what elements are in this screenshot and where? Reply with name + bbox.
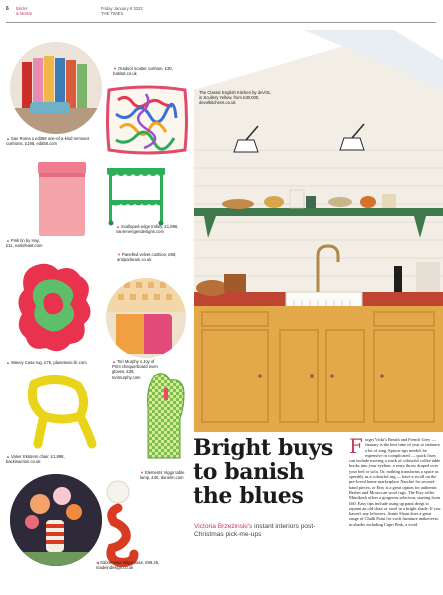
- caption-triangle-icon: ▲: [6, 238, 10, 243]
- stripe-vase-image: [10, 474, 102, 566]
- headline-line-1: Bright buys: [193, 435, 333, 461]
- body-text: orget Vicki's Breath and French Grey — January is the best time of year to embrace a lot of zing. Spruce-ups needn't be expensive or complicated — quick fixes can include moving a stack of colourful coffee table books into your eyeline; a zesty throw draped over your bed or sofa. Or, nothing transforms a space as speedily as a colourful rug — have a scroll on the pre-loved home marketplace Narchie for second-hand pieces, or Etsy is a great option for authentic Berber and Moroccan wool rugs. The Etsy seller Mimikesh offers a gorgeous selection, starting from £60. Easy tips include using up paint dregs to repaint an old chair or stool in a bright shade. If you haven't any leftovers, Annie Sloan does a great range of Chalk Paint for swift furniture makeovers, in shades including Capri Pink, a vivid: [349, 437, 441, 527]
- page-number: 6: [6, 6, 9, 12]
- trolley-image: [103, 160, 169, 226]
- caption-trolley: [116, 224, 190, 234]
- article-standfirst: [194, 523, 344, 540]
- ekstrem-chair-image: [14, 370, 106, 450]
- caption-text: Elements Viggo table lamp, £40, dunelm.com: [140, 470, 185, 481]
- caption-triangle-icon: ▼: [113, 66, 117, 71]
- standfirst-text: instant interiors post-Christmas pick-me-ups: [194, 523, 316, 539]
- sae-roma-cushions-image: [10, 42, 102, 134]
- caption-sae-roma: [6, 136, 102, 146]
- section-line-1: Bricks: [16, 6, 28, 11]
- caption-chair: [6, 454, 90, 464]
- article-body: [349, 434, 441, 527]
- byline: Victoria Brzezinski's: [194, 523, 253, 530]
- section-label: [16, 6, 32, 16]
- caption-triangle-icon: ▲: [112, 359, 116, 364]
- caption-text: Varier Ekstrem chair, £1,898, backinaction.co.uk: [6, 454, 65, 465]
- caption-wavey-rug: [6, 360, 106, 365]
- outdoor-cushion-image: [106, 84, 188, 156]
- caption-kitchen: [199, 90, 271, 106]
- caption-text: Sae Roma x edit58 one-of-a-kind remnant cushions, £195, edit58.com: [6, 136, 89, 147]
- headline-line-3: the blues: [193, 483, 304, 509]
- caption-velvet-cushion: [117, 252, 189, 262]
- header-rule: [6, 22, 436, 23]
- caption-triangle-icon: ◀: [96, 560, 100, 565]
- oven-gloves-image: [140, 368, 188, 464]
- caption-outdoor-cushion: [113, 66, 188, 76]
- caption-triangle-icon: ▲: [116, 224, 120, 229]
- caption-text: Wavey Casa rug, £75, planetwoo.llc.com: [10, 360, 87, 365]
- page-header: [6, 6, 191, 22]
- caption-triangle-icon: ▼: [117, 252, 121, 257]
- drop-cap: F: [349, 434, 363, 458]
- viggo-lamp-image: [104, 478, 144, 568]
- article-headline: [193, 436, 343, 508]
- caption-text: Panelled velvet cushion, £69, antipodream.co.uk: [117, 252, 177, 263]
- caption-text: Pink tin by Hay, £11, earlofeast.com: [6, 238, 43, 249]
- pink-tin-image: [36, 160, 88, 238]
- caption-text: Tori Murphy x Joy of Print chequerboard oven gloves, £38, torimurphy.com: [112, 359, 158, 380]
- caption-vase: [96, 560, 190, 570]
- caption-triangle-icon: ▲: [6, 360, 10, 365]
- caption-triangle-icon: ▼: [140, 470, 144, 475]
- caption-text: The Classic English Kitchen by deVOL in Scullery Yellow, from £30,000, devolkitchens.co.uk: [199, 90, 271, 106]
- date-label: [101, 6, 143, 16]
- caption-text: Sobremesa stripe vase, £99.26, madeindesign.co.uk: [96, 560, 160, 571]
- section-line-2: & Mortar: [16, 11, 33, 16]
- caption-lamp: [140, 470, 190, 480]
- wavey-rug-image: [14, 262, 96, 354]
- headline-line-2: to banish: [193, 459, 305, 485]
- caption-text: Scalloped-edge trolley, £1,898, vanrenengendesigns.com: [116, 224, 179, 235]
- velvet-cushion-image: [106, 278, 186, 358]
- caption-pink-tin: [6, 238, 46, 248]
- caption-triangle-icon: ▲: [6, 136, 10, 141]
- caption-text: Outdoor scatter cushion, £30, habitat.co.uk: [113, 66, 173, 77]
- caption-triangle-icon: ▲: [6, 454, 10, 459]
- publication-name: THE TIMES: [101, 11, 124, 16]
- date-line: Friday January 6 2023: [101, 6, 143, 11]
